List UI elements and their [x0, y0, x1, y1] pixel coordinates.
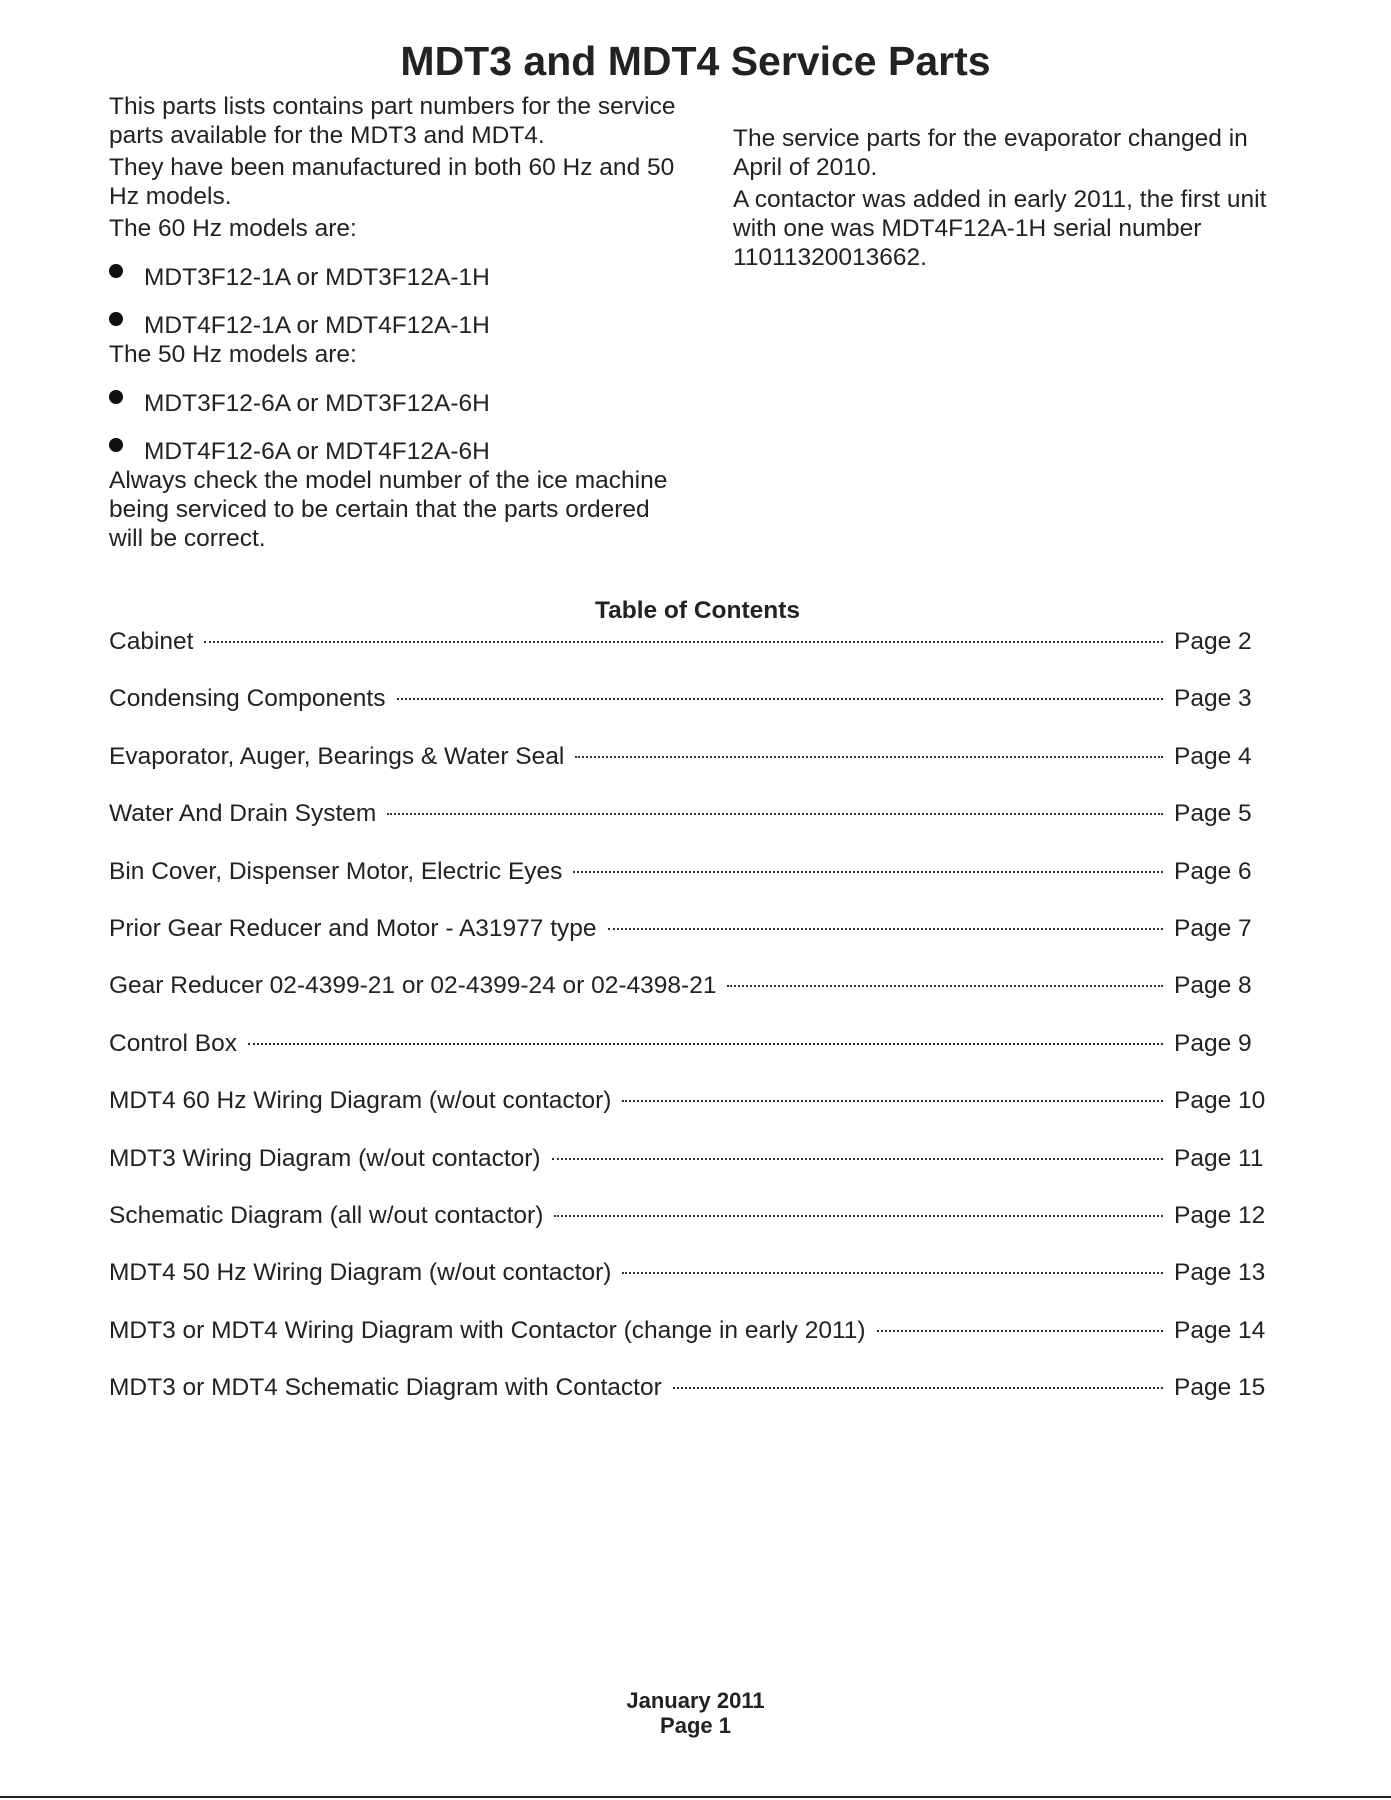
models-60hz-list [109, 263, 679, 340]
toc-entry[interactable] [109, 682, 1269, 739]
toc-entry-label: MDT3 or MDT4 Schematic Diagram with Contactor [109, 1374, 662, 1402]
toc-entry[interactable] [109, 1142, 1269, 1199]
list-item [109, 263, 679, 292]
toc-entry[interactable] [109, 1027, 1269, 1084]
intro-column [109, 92, 679, 553]
model-name: MDT4F12-1A or MDT4F12A-1H [144, 312, 490, 339]
toc-entry-label: Evaporator, Auger, Bearings & Water Seal [109, 742, 565, 770]
toc-entry-label: Schematic Diagram (all w/out contactor) [109, 1201, 544, 1229]
bottom-rule [0, 1796, 1391, 1798]
toc-entry-page: Page 6 [1174, 857, 1252, 885]
table-of-contents [109, 625, 1269, 1428]
toc-entry[interactable] [109, 740, 1269, 797]
intro-paragraph: They have been manufactured in both 60 Hz and 50 Hz models. [109, 154, 675, 210]
list-item [109, 389, 679, 418]
toc-entry-label: Prior Gear Reducer and Motor - A31977 type [109, 914, 597, 942]
toc-dot-leader [397, 698, 1164, 700]
toc-entry-page: Page 14 [1174, 1316, 1266, 1344]
toc-entry-label: Condensing Components [109, 685, 386, 713]
toc-entry-label: MDT4 60 Hz Wiring Diagram (w/out contactor) [109, 1087, 612, 1115]
toc-entry-label: MDT3 or MDT4 Wiring Diagram with Contactor (change in early 2011) [109, 1316, 866, 1344]
page-footer [0, 1688, 1391, 1738]
page-title: MDT3 and MDT4 Service Parts [400, 38, 991, 84]
toc-entry-page: Page 11 [1174, 1144, 1264, 1172]
toc-entry-label: Control Box [109, 1029, 238, 1057]
toc-entry-page: Page 2 [1174, 628, 1252, 655]
toc-dot-leader [248, 1043, 1163, 1045]
toc-entry[interactable] [109, 912, 1269, 969]
toc-entry[interactable] [109, 855, 1269, 912]
toc-heading: Table of Contents [594, 597, 801, 624]
toc-dot-leader [573, 871, 1163, 873]
intro-paragraph: This parts lists contains part numbers for the service parts available for the MDT3 and MDT4. [109, 93, 676, 149]
toc-entry-label: MDT3 Wiring Diagram (w/out contactor) [109, 1144, 541, 1172]
toc-entry-page: Page 3 [1174, 685, 1252, 713]
models-50hz-heading: The 50 Hz models are: [109, 341, 357, 368]
toc-entry-label: Bin Cover, Dispenser Motor, Electric Eyes [109, 857, 563, 885]
toc-dot-leader [204, 641, 1163, 643]
toc-entry[interactable] [109, 969, 1269, 1026]
toc-entry-page: Page 5 [1174, 800, 1252, 828]
toc-entry-page: Page 12 [1174, 1201, 1266, 1229]
notes-column [733, 124, 1293, 272]
bullet-icon [109, 312, 123, 326]
toc-dot-leader [877, 1330, 1163, 1332]
notes-paragraph: A contactor was added in early 2011, the first unit with one was MDT4F12A-1H serial number 11011320013662. [733, 186, 1267, 271]
toc-dot-leader [608, 928, 1163, 930]
toc-entry-page: Page 8 [1174, 972, 1252, 1000]
models-50hz-list [109, 389, 679, 466]
model-name: MDT3F12-1A or MDT3F12A-1H [144, 264, 490, 291]
bullet-icon [109, 264, 123, 278]
toc-entry[interactable] [109, 1314, 1269, 1371]
toc-dot-leader [552, 1158, 1163, 1160]
toc-entry-label: MDT4 50 Hz Wiring Diagram (w/out contactor) [109, 1259, 612, 1287]
footer-page-number: Page 1 [660, 1713, 731, 1738]
toc-entry[interactable] [109, 625, 1269, 682]
models-60hz-heading: The 60 Hz models are: [109, 215, 357, 242]
toc-entry-page: Page 4 [1174, 742, 1252, 770]
toc-dot-leader [575, 756, 1163, 758]
toc-entry-label: Gear Reducer 02-4399-21 or 02-4399-24 or 02-4398-21 [109, 972, 717, 1000]
toc-entry[interactable] [109, 1256, 1269, 1313]
toc-entry-page: Page 9 [1174, 1029, 1252, 1057]
footer-date: January 2011 [626, 1688, 765, 1713]
toc-dot-leader [622, 1272, 1163, 1274]
toc-entry[interactable] [109, 1371, 1269, 1428]
toc-entry-label: Water And Drain System [109, 800, 377, 828]
toc-entry[interactable] [109, 1199, 1269, 1256]
toc-entry[interactable] [109, 797, 1269, 854]
toc-entry[interactable] [109, 1084, 1269, 1141]
list-item [109, 437, 679, 466]
toc-entry-page: Page 10 [1174, 1087, 1266, 1115]
toc-dot-leader [727, 985, 1163, 987]
intro-paragraph: Always check the model number of the ice machine being serviced to be certain that the parts ordered will be correct. [109, 467, 668, 552]
toc-dot-leader [622, 1100, 1163, 1102]
model-name: MDT3F12-6A or MDT3F12A-6H [144, 390, 490, 417]
toc-entry-page: Page 13 [1174, 1259, 1266, 1287]
toc-entry-page: Page 7 [1174, 914, 1252, 942]
notes-paragraph: The service parts for the evaporator changed in April of 2010. [733, 125, 1248, 181]
toc-dot-leader [554, 1215, 1163, 1217]
list-item [109, 311, 679, 340]
toc-dot-leader [673, 1387, 1163, 1389]
model-name: MDT4F12-6A or MDT4F12A-6H [144, 438, 490, 465]
bullet-icon [109, 438, 123, 452]
toc-entry-page: Page 15 [1174, 1374, 1266, 1402]
toc-entry-label: Cabinet [109, 628, 194, 655]
bullet-icon [109, 390, 123, 404]
toc-dot-leader [387, 813, 1163, 815]
